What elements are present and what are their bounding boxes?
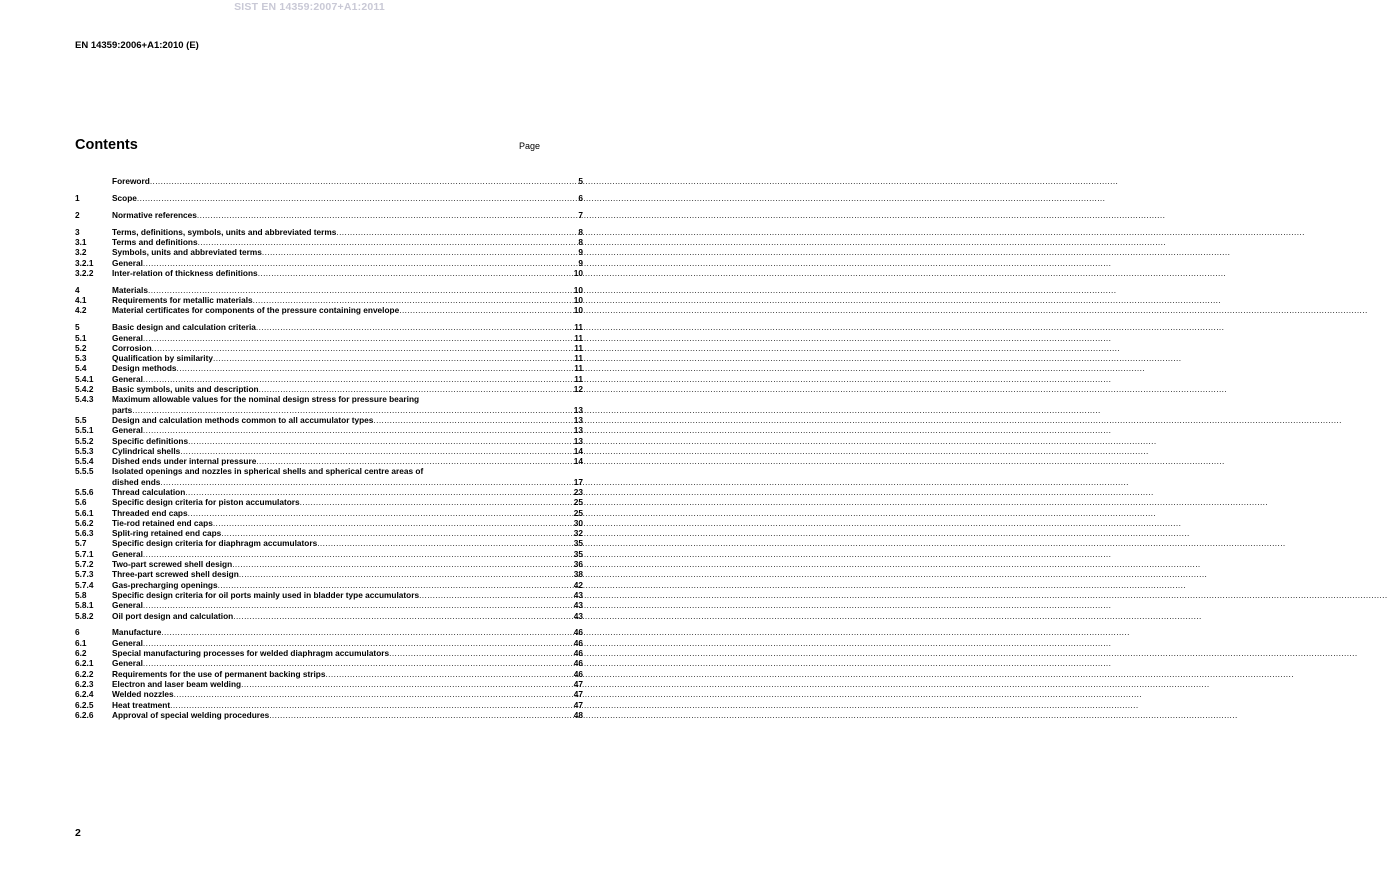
toc-dot-leader: [232, 559, 573, 569]
toc-entry-page: 8: [578, 226, 583, 237]
toc-entry-title: Cylindrical shells: [112, 445, 181, 456]
toc-entry-title: Gas-precharging openings: [112, 579, 218, 590]
toc-dot-leader: [221, 528, 573, 538]
toc-dot-leader: [259, 384, 573, 394]
toc-entry-title: Split-ring retained end caps: [112, 528, 222, 539]
toc-dot-leader: [143, 374, 573, 384]
toc-entry[interactable]: [75, 353, 583, 363]
toc-dot-leader: [419, 590, 573, 600]
toc-entry-number: 5.7: [75, 538, 87, 549]
toc-entry[interactable]: [75, 268, 583, 278]
toc-entry-title: Two-part screwed shell design: [112, 559, 233, 570]
table-of-contents: [75, 176, 583, 720]
toc-entry-page: 13: [573, 404, 583, 415]
toc-entry-title: Heat treatment: [112, 699, 171, 710]
toc-entry-page: 48: [573, 709, 583, 720]
toc-entry-number: 5.6: [75, 497, 87, 508]
toc-entry-title: Normative references: [112, 209, 197, 220]
toc-dot-leader: [373, 415, 572, 425]
toc-entry-page: 17: [573, 476, 583, 487]
toc-entry-title: General: [112, 600, 143, 611]
toc-entry-number: 6.2.5: [75, 699, 94, 710]
toc-dot-leader: [152, 343, 574, 353]
toc-entry-title: Design and calculation methods common to all accumulator types: [112, 414, 374, 425]
toc-entry-number: 5.5.2: [75, 435, 94, 446]
toc-dot-leader: [180, 446, 573, 456]
toc-dot-leader: [300, 497, 573, 507]
toc-entry-title: Thread calculation: [112, 486, 186, 497]
toc-dot-leader: [198, 237, 578, 247]
toc-entry[interactable]: [75, 700, 583, 710]
toc-dot-leader: [170, 700, 573, 710]
toc-entry-title: General: [112, 548, 143, 559]
toc-dot-leader: [256, 456, 572, 466]
toc-dot-leader: [336, 227, 577, 237]
toc-entry-number: 5.1: [75, 332, 87, 343]
toc-entry-title: Specific definitions: [112, 435, 189, 446]
toc-entry[interactable]: [75, 384, 583, 394]
toc-entry-title: Material certificates for components of the pressure containing envelope: [112, 305, 400, 316]
toc-dot-leader: [137, 193, 577, 203]
toc-entry-number: 3.2.1: [75, 257, 94, 268]
toc-entry-page: 13: [573, 414, 583, 425]
toc-entry-page: 11: [574, 342, 583, 353]
toc-entry-number: 3.1: [75, 236, 87, 247]
toc-entry-number: 5.8: [75, 589, 87, 600]
toc-entry-title: Manufacture: [112, 627, 162, 638]
toc-entry-title: General: [112, 257, 143, 268]
toc-entry-number: 5.5.4: [75, 456, 94, 467]
toc-entry[interactable]: [75, 374, 583, 384]
toc-entry-page: 11: [574, 373, 583, 384]
toc-entry-number: 5.5.6: [75, 486, 94, 497]
toc-entry-title: Electron and laser beam welding: [112, 678, 242, 689]
toc-entry-page: 8: [578, 236, 583, 247]
toc-entry-number: 3.2: [75, 247, 87, 258]
toc-entry[interactable]: [75, 580, 583, 590]
toc-entry-title: General: [112, 332, 143, 343]
toc-entry[interactable]: [75, 305, 583, 315]
toc-entry-page: 12: [573, 384, 583, 395]
toc-entry-title: Terms, definitions, symbols, units and abbreviated terms: [112, 226, 337, 237]
toc-dot-leader: [143, 333, 573, 343]
toc-entry[interactable]: [75, 487, 583, 497]
toc-entry[interactable]: [75, 477, 583, 487]
toc-entry[interactable]: [75, 405, 583, 415]
toc-entry[interactable]: [75, 710, 583, 720]
toc-entry[interactable]: [75, 497, 583, 507]
toc-entry[interactable]: [75, 590, 583, 600]
toc-entry-title: Scope: [112, 192, 137, 203]
toc-dot-leader: [185, 487, 572, 497]
toc-dot-leader: [262, 247, 578, 257]
toc-entry-number: 5.4.3: [75, 394, 94, 405]
toc-entry[interactable]: [75, 689, 583, 699]
toc-entry-number: 5: [75, 322, 80, 333]
toc-dot-leader: [256, 322, 573, 332]
toc-entry-number: 5.7.4: [75, 579, 94, 590]
toc-entry-title: Threaded end caps: [112, 507, 188, 518]
toc-entry-number: 5.5: [75, 414, 87, 425]
toc-dot-leader: [143, 549, 573, 559]
page-number: 2: [75, 827, 81, 839]
toc-dot-leader: [148, 285, 573, 295]
toc-entry-number: 5.4.2: [75, 384, 94, 395]
toc-entry[interactable]: [75, 518, 583, 528]
toc-entry-number: 6.2.4: [75, 689, 94, 700]
toc-entry-number: 5.7.2: [75, 559, 94, 570]
toc-entry-title: Terms and definitions: [112, 236, 198, 247]
toc-dot-leader: [143, 638, 573, 648]
toc-entry-title: Inter-relation of thickness definitions: [112, 267, 258, 278]
toc-dot-leader: [241, 679, 573, 689]
toc-entry-number: 5.5.5: [75, 466, 94, 477]
toc-entry-title: Corrosion: [112, 342, 152, 353]
toc-entry[interactable]: [75, 237, 583, 247]
toc-entry-page: 9: [578, 257, 583, 268]
toc-entry-title: Basic design and calculation criteria: [112, 322, 256, 333]
toc-dot-leader: [233, 611, 573, 621]
toc-entry-page: 47: [573, 678, 583, 689]
toc-dot-leader: [389, 648, 573, 658]
toc-entry[interactable]: [75, 258, 583, 268]
toc-entry-page: 10: [573, 267, 583, 278]
toc-entry-number: 5.6.2: [75, 517, 94, 528]
toc-entry-title: Design methods: [112, 363, 177, 374]
toc-dot-leader: [213, 518, 573, 528]
toc-entry[interactable]: [75, 343, 583, 353]
toc-entry-number: 5.5.1: [75, 425, 94, 436]
toc-entry-page: 11: [574, 322, 583, 333]
toc-entry-page: 14: [573, 456, 583, 467]
toc-entry-number: 3: [75, 226, 80, 237]
toc-dot-leader: [143, 425, 573, 435]
toc-entry[interactable]: [75, 295, 583, 305]
toc-entry[interactable]: [75, 446, 583, 456]
toc-entry-page: 43: [573, 600, 583, 611]
toc-entry[interactable]: [75, 538, 583, 548]
toc-dot-leader: [253, 295, 573, 305]
toc-dot-leader: [239, 569, 573, 579]
toc-entry-number: 4: [75, 284, 80, 295]
toc-entry-title: Maximum allowable values for the nominal design stress for pressure bearing: [112, 394, 420, 405]
toc-entry-page: 46: [573, 627, 583, 638]
toc-entry-number: 6.2: [75, 648, 87, 659]
toc-entry[interactable]: [75, 611, 583, 621]
toc-entry[interactable]: [75, 247, 583, 257]
toc-dot-leader: [218, 580, 573, 590]
toc-entry-page: 25: [573, 507, 583, 518]
toc-entry-title: Specific design criteria for diaphragm accumulators: [112, 538, 318, 549]
toc-entry-page: 9: [578, 247, 583, 258]
toc-entry-page: 42: [573, 579, 583, 590]
toc-entry[interactable]: [75, 394, 583, 404]
toc-dot-leader: [132, 405, 572, 415]
toc-entry-title: Special manufacturing processes for welded diaphragm accumulators: [112, 648, 390, 659]
toc-entry-title: Three-part screwed shell design: [112, 569, 239, 580]
toc-entry[interactable]: [75, 415, 583, 425]
toc-entry-title: Foreword: [112, 176, 150, 186]
watermark: SIST EN 14359:2007+A1:2011: [234, 1, 385, 13]
toc-entry-title: Requirements for metallic materials: [112, 295, 253, 306]
toc-entry-page: 35: [573, 538, 583, 549]
toc-entry-title: Welded nozzles: [112, 689, 174, 700]
toc-entry-number: 5.7.1: [75, 548, 94, 559]
toc-entry-page: 35: [573, 548, 583, 559]
toc-entry-number: 4.1: [75, 295, 87, 306]
toc-entry-number: 5.7.3: [75, 569, 94, 580]
page-title: Contents: [75, 137, 138, 153]
toc-dot-leader: [269, 710, 573, 720]
toc-entry-page: 46: [573, 648, 583, 659]
toc-entry[interactable]: [75, 456, 583, 466]
toc-entry-title: Qualification by similarity: [112, 353, 213, 364]
toc-entry-page: 47: [573, 689, 583, 700]
toc-entry-page: 23: [573, 486, 583, 497]
toc-entry-title: Materials: [112, 284, 148, 295]
toc-dot-leader: [177, 363, 574, 373]
toc-entry-page: 47: [573, 699, 583, 710]
toc-entry-page: 32: [573, 528, 583, 539]
toc-entry[interactable]: [75, 227, 583, 237]
toc-dot-leader: [325, 669, 572, 679]
toc-dot-leader: [143, 658, 573, 668]
toc-dot-leader: [161, 627, 572, 637]
toc-dot-leader: [150, 176, 578, 186]
toc-entry[interactable]: [75, 600, 583, 610]
toc-entry[interactable]: [75, 210, 583, 220]
toc-entry-number: 1: [75, 192, 80, 203]
toc-dot-leader: [258, 268, 573, 278]
toc-entry-title: General: [112, 637, 143, 648]
toc-entry[interactable]: [75, 508, 583, 518]
toc-entry-number: 4.2: [75, 305, 87, 316]
toc-dot-leader: [174, 689, 573, 699]
toc-entry-number: 6.1: [75, 637, 87, 648]
toc-entry-page: 43: [573, 589, 583, 600]
document-id: EN 14359:2006+A1:2010 (E): [75, 40, 199, 51]
toc-entry-number: 2: [75, 209, 80, 220]
toc-entry-title: General: [112, 658, 143, 669]
toc-entry[interactable]: [75, 627, 583, 637]
toc-entry-number: 5.6.1: [75, 507, 94, 518]
toc-dot-leader: [213, 353, 573, 363]
toc-entry-page: 25: [573, 497, 583, 508]
toc-entry-page: 11: [574, 332, 583, 343]
toc-entry[interactable]: [75, 648, 583, 658]
toc-entry-number: 6: [75, 627, 80, 638]
toc-entry[interactable]: [75, 679, 583, 689]
toc-entry[interactable]: [75, 549, 583, 559]
page-column-label: Page: [519, 141, 541, 151]
toc-entry[interactable]: [75, 638, 583, 648]
toc-entry-page: 30: [573, 517, 583, 528]
toc-entry-page: 11: [574, 353, 583, 364]
toc-entry-page: 10: [573, 284, 583, 295]
toc-entry[interactable]: [75, 436, 583, 446]
toc-entry-number: 5.4.1: [75, 373, 94, 384]
toc-entry-title: Specific design criteria for oil ports mainly used in bladder type accumulators: [112, 589, 420, 600]
toc-entry[interactable]: [75, 176, 583, 186]
toc-entry[interactable]: [75, 285, 583, 295]
toc-entry-title: Tie-rod retained end caps: [112, 517, 213, 528]
toc-entry-page: 13: [573, 425, 583, 436]
toc-dot-leader: [143, 258, 577, 268]
toc-entry-page: 36: [573, 559, 583, 570]
toc-dot-leader: [160, 477, 572, 487]
toc-entry-title: Oil port design and calculation: [112, 610, 234, 621]
toc-entry-page: 46: [573, 658, 583, 669]
toc-entry-title: Specific design criteria for piston accumulators: [112, 497, 300, 508]
toc-dot-leader: [197, 210, 578, 220]
toc-entry-page: 13: [573, 435, 583, 446]
toc-entry[interactable]: [75, 669, 583, 679]
toc-entry-title: Dished ends under internal pressure: [112, 456, 257, 467]
toc-entry-page: 46: [573, 637, 583, 648]
toc-entry[interactable]: [75, 363, 583, 373]
toc-dot-leader: [143, 600, 573, 610]
toc-entry[interactable]: [75, 333, 583, 343]
toc-entry-page: 46: [573, 668, 583, 679]
toc-entry-number: 5.2: [75, 342, 87, 353]
toc-entry-number: 6.2.1: [75, 658, 94, 669]
toc-dot-leader: [399, 305, 573, 315]
toc-entry-page: 11: [574, 363, 583, 374]
toc-entry-number: 5.8.2: [75, 610, 94, 621]
toc-entry-page: 14: [573, 445, 583, 456]
toc-entry-number: 6.2.2: [75, 668, 94, 679]
toc-entry-number: 5.4: [75, 363, 87, 374]
toc-entry-title: General: [112, 373, 143, 384]
toc-entry-number: 3.2.2: [75, 267, 94, 278]
toc-entry-page: 10: [573, 295, 583, 306]
toc-entry[interactable]: [75, 658, 583, 668]
toc-entry-page: 7: [578, 209, 583, 220]
toc-entry[interactable]: [75, 569, 583, 579]
toc-entry-page: 6: [578, 192, 583, 203]
toc-entry-title: Symbols, units and abbreviated terms: [112, 247, 262, 258]
toc-entry[interactable]: [75, 425, 583, 435]
toc-entry-page: 43: [573, 610, 583, 621]
toc-entry-page: 5: [578, 176, 583, 186]
toc-entry-number: 5.3: [75, 353, 87, 364]
toc-entry[interactable]: [75, 559, 583, 569]
toc-entry-title: Approval of special welding procedures: [112, 709, 270, 720]
toc-entry-title: Isolated openings and nozzles in spherical shells and spherical centre areas of: [112, 466, 424, 477]
toc-entry-number: 5.6.3: [75, 528, 94, 539]
toc-entry-title: Requirements for the use of permanent backing strips: [112, 668, 326, 679]
toc-dot-leader: [188, 436, 573, 446]
toc-entry-number: 6.2.6: [75, 709, 94, 720]
toc-entry-title: dished ends: [112, 476, 161, 487]
toc-entry[interactable]: [75, 193, 583, 203]
toc-entry-page: 38: [573, 569, 583, 580]
toc-entry[interactable]: [75, 528, 583, 538]
toc-entry-title: parts: [112, 404, 133, 415]
toc-entry-number: 5.8.1: [75, 600, 94, 611]
toc-entry-page: 10: [573, 305, 583, 316]
toc-dot-leader: [188, 508, 573, 518]
toc-entry-number: 6.2.3: [75, 678, 94, 689]
toc-entry[interactable]: [75, 322, 583, 332]
toc-entry-number: 5.5.3: [75, 445, 94, 456]
toc-dot-leader: [317, 538, 573, 548]
toc-entry-title: General: [112, 425, 143, 436]
toc-entry-title: Basic symbols, units and description: [112, 384, 259, 395]
toc-entry[interactable]: [75, 466, 583, 476]
